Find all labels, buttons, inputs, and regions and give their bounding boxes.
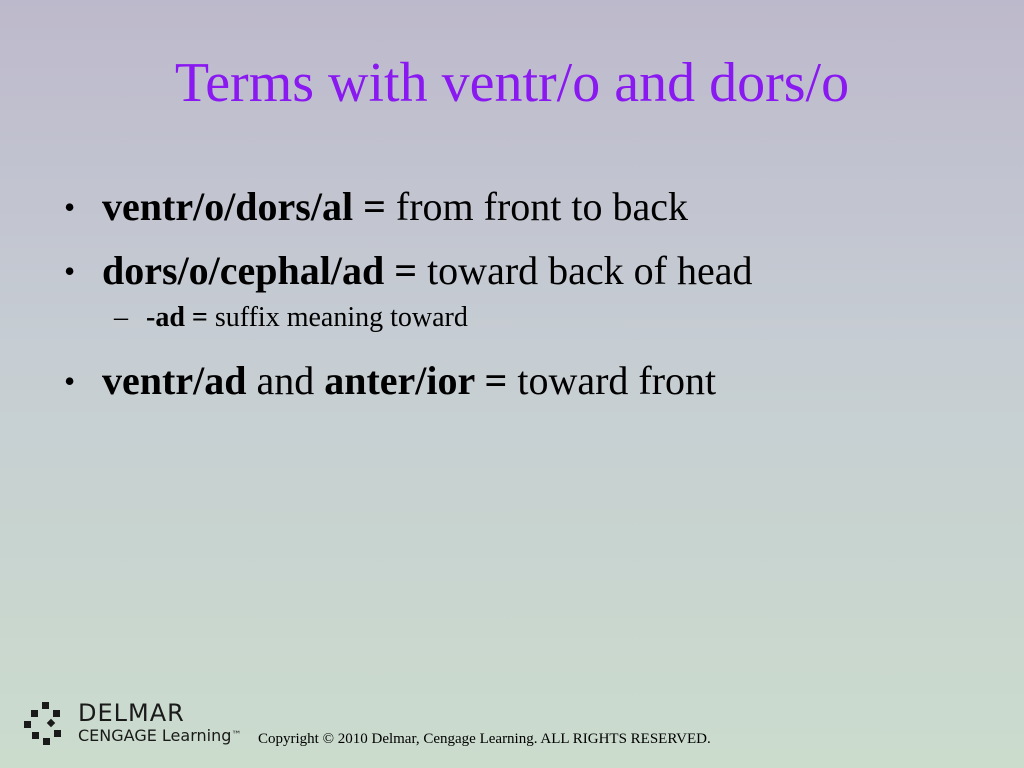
logo-text-cengage: CENGAGE Learning™: [78, 726, 242, 745]
definition: toward front: [517, 358, 717, 403]
copyright-notice: Copyright © 2010 Delmar, Cengage Learning. ALL RIGHTS RESERVED.: [258, 731, 711, 747]
list-item: [64, 244, 964, 298]
slide-title: Terms with ventr/o and dors/o: [174, 52, 850, 114]
equals-sign: =: [184, 302, 215, 333]
bullet-list: [64, 180, 964, 418]
sub-list-item: [64, 302, 964, 334]
list-item: [64, 180, 964, 234]
definition: toward back of head: [427, 248, 753, 293]
logo-text-delmar: DELMAR: [78, 699, 185, 727]
delmar-logo-icon: [22, 700, 68, 746]
bullet-marker: •: [64, 253, 76, 289]
term: ventr/ad: [102, 358, 247, 403]
definition: suffix meaning toward: [214, 302, 468, 333]
term: anter/ior: [324, 358, 475, 403]
term: -ad: [146, 302, 185, 333]
term: dors/o/cephal/ad: [102, 248, 385, 293]
term: ventr/o/dors/al: [102, 184, 354, 229]
bullet-marker: •: [64, 189, 76, 225]
definition: from front to back: [395, 184, 689, 229]
equals-sign: =: [384, 248, 428, 293]
equals-sign: =: [474, 358, 518, 403]
delmar-cengage-logo: [22, 700, 252, 746]
list-item: [64, 354, 964, 408]
equals-sign: =: [353, 184, 396, 229]
conjunction: and: [246, 358, 325, 403]
bullet-marker: •: [64, 363, 76, 399]
sub-bullet-marker: –: [114, 302, 128, 333]
